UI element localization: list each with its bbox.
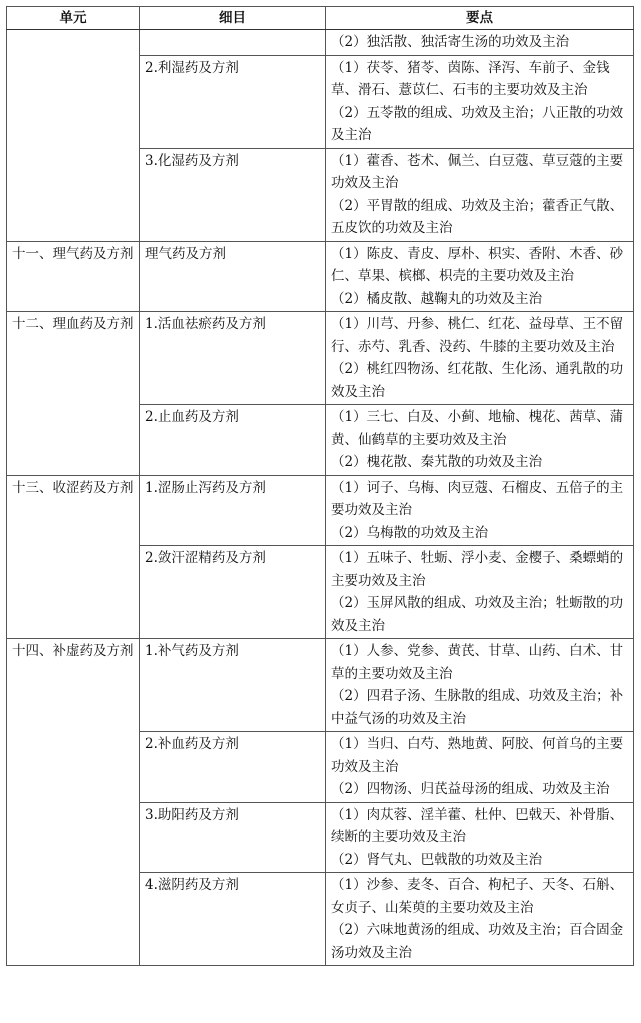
point-text: （2）槐花散、秦艽散的功效及主治: [331, 454, 543, 470]
points-cell: [326, 148, 634, 241]
unit-cell: 十一、理气药及方剂: [7, 241, 140, 312]
point-text: （2）五苓散的组成、功效及主治；八正散的功效及主治: [331, 104, 624, 143]
point-text: （2）橘皮散、越鞠丸的功效及主治: [331, 290, 543, 307]
syllabus-table: [6, 6, 634, 966]
point-text: （1）藿香、苍术、佩兰、白豆蔻、草豆蔻的主要功效及主治: [331, 152, 624, 191]
unit-cell: 十二、理血药及方剂: [7, 312, 140, 476]
points-cell: [326, 312, 634, 405]
item-cell: 理气药及方剂: [140, 241, 326, 312]
unit-cell: [7, 30, 140, 242]
item-cell: 4.滋阴药及方剂: [140, 873, 326, 966]
item-cell: 1.涩肠止泻药及方剂: [140, 475, 326, 546]
point-text: （2）玉屏风散的组成、功效及主治；牡蛎散的功效及主治: [331, 595, 624, 634]
points-cell: [326, 30, 634, 56]
header-points: 要点: [326, 7, 634, 30]
point-text: （2）四君子汤、生脉散的组成、功效及主治；补中益气汤的功效及主治: [331, 688, 624, 727]
point-text: （1）肉苁蓉、淫羊藿、杜仲、巴戟天、补骨脂、续断的主要功效及主治: [331, 806, 624, 845]
point-text: （1）茯苓、猪苓、茵陈、泽泻、车前子、金钱草、滑石、薏苡仁、石韦的主要功效及主治: [331, 59, 610, 98]
point-text: （1）沙参、麦冬、百合、枸杞子、天冬、石斛、女贞子、山茱萸的主要功效及主治: [331, 877, 624, 916]
points-cell: [326, 873, 634, 966]
point-text: （1）诃子、乌梅、肉豆蔻、石榴皮、五倍子的主要功效及主治: [331, 479, 624, 518]
unit-cell: 十四、补虚药及方剂: [7, 639, 140, 966]
unit-cell: 十三、收涩药及方剂: [7, 475, 140, 639]
item-cell: 2.敛汗涩精药及方剂: [140, 546, 326, 639]
point-text: （1）当归、白芍、熟地黄、阿胶、何首乌的主要功效及主治: [331, 736, 624, 775]
item-cell: 3.化湿药及方剂: [140, 148, 326, 241]
table-header: [7, 7, 634, 30]
table-row: [7, 30, 634, 56]
points-cell: [326, 546, 634, 639]
point-text: （2）四物汤、归芪益母汤的组成、功效及主治: [331, 781, 610, 797]
point-text: （2）桃红四物汤、红花散、生化汤、通乳散的功效及主治: [331, 361, 624, 400]
point-text: （1）人参、党参、黄芪、甘草、山药、白术、甘草的主要功效及主治: [331, 643, 624, 682]
points-cell: [326, 55, 634, 148]
table-row: [7, 639, 634, 732]
point-text: （2）六味地黄汤的组成、功效及主治；百合固金汤功效及主治: [331, 922, 624, 961]
item-cell: 2.利湿药及方剂: [140, 55, 326, 148]
table-body: [7, 30, 634, 966]
header-unit: 单元: [7, 7, 140, 30]
point-text: （2）肾气丸、巴戟散的功效及主治: [331, 851, 543, 868]
table-row: [7, 241, 634, 312]
point-text: （1）三七、白及、小蓟、地榆、槐花、茜草、蒲黄、仙鹤草的主要功效及主治: [331, 409, 624, 448]
item-cell: 2.补血药及方剂: [140, 732, 326, 803]
table-row: [7, 312, 634, 405]
points-cell: [326, 802, 634, 873]
point-text: （1）川芎、丹参、桃仁、红花、益母草、王不留行、赤芍、乳香、没药、牛膝的主要功效及主治: [331, 316, 624, 355]
points-cell: [326, 732, 634, 803]
header-row: [7, 7, 634, 30]
points-cell: [326, 639, 634, 732]
item-cell: 1.活血祛瘀药及方剂: [140, 312, 326, 405]
item-cell: 1.补气药及方剂: [140, 639, 326, 732]
points-cell: [326, 475, 634, 546]
item-cell: 3.助阳药及方剂: [140, 802, 326, 873]
point-text: （2）平胃散的组成、功效及主治；藿香正气散、五皮饮的功效及主治: [331, 197, 624, 236]
item-cell: [140, 30, 326, 56]
points-cell: [326, 241, 634, 312]
point-text: （1）五味子、牡蛎、浮小麦、金樱子、桑螵蛸的主要功效及主治: [331, 550, 624, 589]
point-text: （1）陈皮、青皮、厚朴、枳实、香附、木香、砂仁、草果、槟榔、枳壳的主要功效及主治: [331, 245, 624, 284]
header-item: 细目: [140, 7, 326, 30]
table-row: [7, 475, 634, 546]
point-text: （2）独活散、独活寄生汤的功效及主治: [331, 34, 570, 50]
points-cell: [326, 405, 634, 476]
point-text: （2）乌梅散的功效及主治: [331, 524, 489, 541]
item-cell: 2.止血药及方剂: [140, 405, 326, 476]
